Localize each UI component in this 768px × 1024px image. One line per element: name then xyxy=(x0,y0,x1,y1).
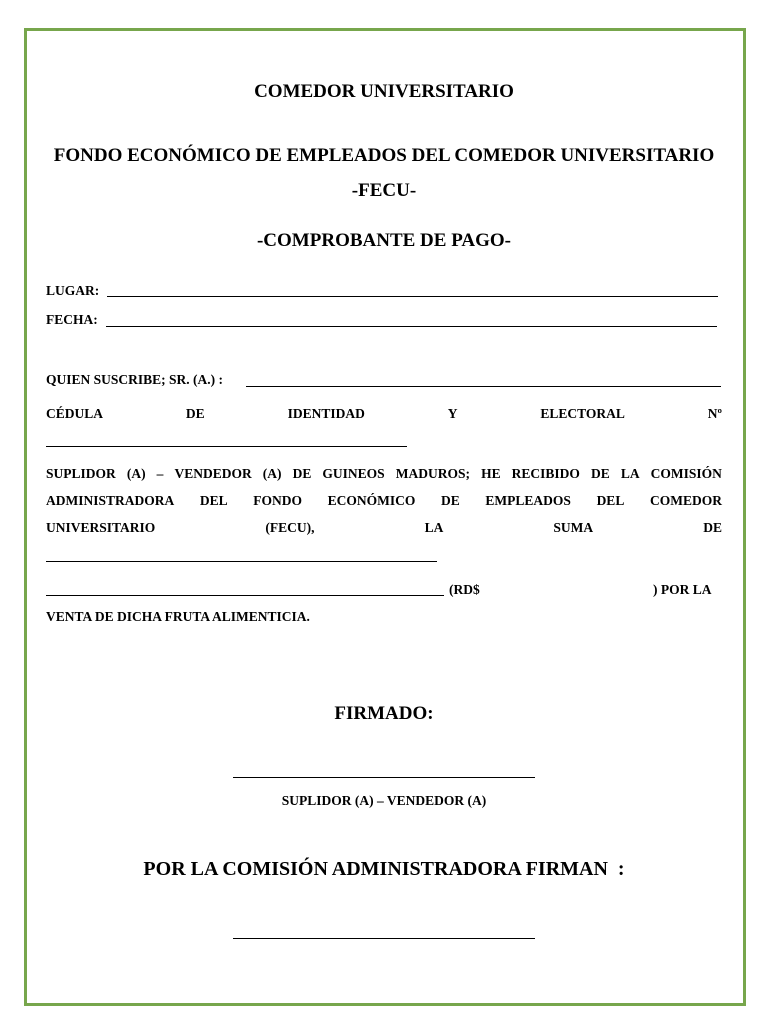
id-word: CÉDULA xyxy=(46,406,104,421)
date-label: FECHA: xyxy=(46,312,98,327)
body-word: DE xyxy=(590,466,610,481)
body-word: (FECU), xyxy=(265,520,315,535)
id-word: Y xyxy=(447,406,458,421)
id-label-row xyxy=(46,406,722,422)
body-word: VENDEDOR xyxy=(174,466,252,481)
commission-signature-line[interactable] xyxy=(233,938,535,939)
signer-label: QUIEN SUSCRIBE; SR. (A.) : xyxy=(46,372,224,387)
body-word: DE xyxy=(441,493,460,508)
body-word: ADMINISTRADORA xyxy=(46,493,175,508)
body-word: – xyxy=(156,466,164,481)
body-word: COMISIÓN xyxy=(650,466,722,481)
supplier-signature-line[interactable] xyxy=(233,777,535,778)
date-field-line[interactable] xyxy=(106,326,717,327)
document-type: -COMPROBANTE DE PAGO- xyxy=(256,230,512,251)
fund-acronym: -FECU- xyxy=(351,180,417,201)
body-line-1 xyxy=(46,466,722,482)
body-word: RECIBIDO xyxy=(511,466,580,481)
page-title: COMEDOR UNIVERSITARIO xyxy=(254,81,514,102)
body-word: FONDO xyxy=(253,493,303,508)
body-word: COMEDOR xyxy=(649,493,722,508)
body-word: ECONÓMICO xyxy=(327,493,416,508)
id-word: DE xyxy=(185,406,205,421)
body-line-2 xyxy=(46,493,722,509)
body-word: HE xyxy=(481,466,501,481)
amount-words-line-1[interactable] xyxy=(46,561,437,562)
body-word: LA xyxy=(424,520,444,535)
signed-label: FIRMADO: xyxy=(334,703,434,724)
body-word: MADUROS; xyxy=(395,466,471,481)
fund-name: FONDO ECONÓMICO DE EMPLEADOS DEL COMEDOR UNIVERSITARIO xyxy=(53,145,715,166)
body-word: (A) xyxy=(262,466,282,481)
body-word: DEL xyxy=(596,493,625,508)
body-word: DE xyxy=(292,466,312,481)
id-word: ELECTORAL xyxy=(540,406,625,421)
rd-amount-label: (RD$ xyxy=(449,582,480,597)
id-word: Nº xyxy=(707,406,722,421)
body-word: DE xyxy=(703,520,722,535)
amount-words-line-2[interactable] xyxy=(46,595,444,596)
id-word: IDENTIDAD xyxy=(287,406,365,421)
body-word: SUPLIDOR xyxy=(46,466,116,481)
body-word: GUINEOS xyxy=(322,466,385,481)
body-word: LA xyxy=(620,466,640,481)
body-word: (A) xyxy=(126,466,146,481)
body-word: EMPLEADOS xyxy=(485,493,571,508)
signer-field-line[interactable] xyxy=(246,386,721,387)
body-word: DEL xyxy=(199,493,228,508)
place-field-line[interactable] xyxy=(107,296,718,297)
place-label: LUGAR: xyxy=(46,283,100,298)
commission-label: POR LA COMISIÓN ADMINISTRADORA FIRMAN : xyxy=(143,858,625,880)
body-word: UNIVERSITARIO xyxy=(46,520,156,535)
por-la-label: ) POR LA xyxy=(653,582,712,597)
id-field-line[interactable] xyxy=(46,446,407,447)
closing-text: VENTA DE DICHA FRUTA ALIMENTICIA. xyxy=(46,609,310,624)
supplier-caption: SUPLIDOR (A) – VENDEDOR (A) xyxy=(281,793,487,808)
body-line-3 xyxy=(46,520,722,536)
body-word: SUMA xyxy=(553,520,594,535)
